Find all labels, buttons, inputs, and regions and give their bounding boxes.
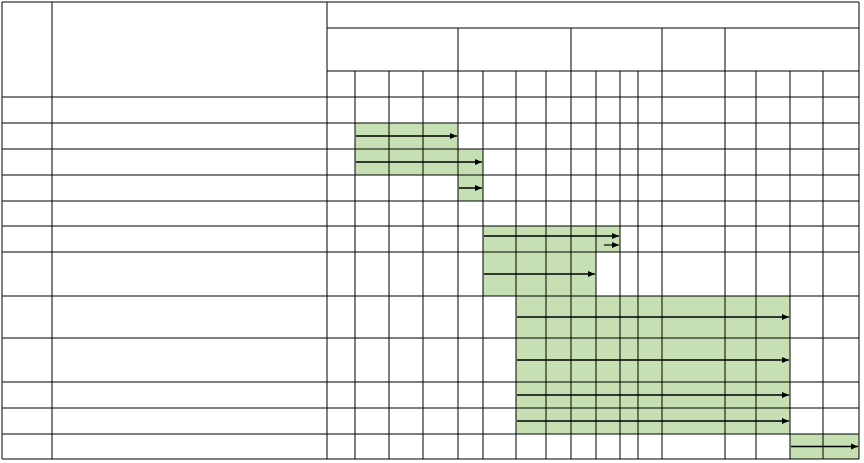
- row-label: [58, 300, 321, 334]
- task-bar-fill: [483, 226, 620, 252]
- quarter-header: [483, 71, 516, 97]
- quarter-header: [327, 71, 355, 97]
- quarter-header: [458, 71, 483, 97]
- year-header: [662, 28, 725, 71]
- row-label: [58, 226, 321, 252]
- row-stt: [2, 338, 52, 382]
- row-label: [58, 175, 321, 201]
- year-header: [725, 28, 859, 71]
- quarter-header: [546, 71, 571, 97]
- row-stt: [2, 252, 52, 296]
- progress-header: [327, 2, 859, 28]
- quarter-header: [596, 71, 620, 97]
- row-label: [58, 97, 321, 123]
- quarter-header: [423, 71, 458, 97]
- quarter-header: [516, 71, 546, 97]
- row-stt: [2, 296, 52, 338]
- quarter-header: [571, 71, 596, 97]
- quarter-header: [756, 71, 790, 97]
- row-label: [58, 201, 321, 226]
- row-stt: [2, 201, 52, 226]
- row-label: [58, 149, 321, 175]
- quarter-header: [389, 71, 423, 97]
- year-header: [571, 28, 662, 71]
- content-header: [52, 0, 327, 97]
- row-label: [58, 434, 321, 459]
- quarter-header: [823, 71, 859, 97]
- row-stt: [2, 434, 52, 459]
- row-stt: [2, 382, 52, 408]
- row-stt: [2, 175, 52, 201]
- year-header: [458, 28, 571, 71]
- year-header: [327, 28, 458, 71]
- quarter-header: [355, 71, 389, 97]
- row-stt: [2, 123, 52, 149]
- row-label: [58, 343, 321, 377]
- row-label: [58, 123, 321, 149]
- row-stt: [2, 408, 52, 434]
- row-label: [58, 408, 321, 434]
- row-stt: [2, 226, 52, 252]
- row-label: [58, 257, 321, 291]
- row-stt: [2, 149, 52, 175]
- row-stt: [2, 97, 52, 123]
- row-label: [58, 382, 321, 408]
- quarter-header: [790, 71, 823, 97]
- stt-header: [2, 0, 52, 97]
- quarter-header: [638, 71, 662, 97]
- quarter-header: [725, 71, 756, 97]
- quarter-header: [620, 71, 638, 97]
